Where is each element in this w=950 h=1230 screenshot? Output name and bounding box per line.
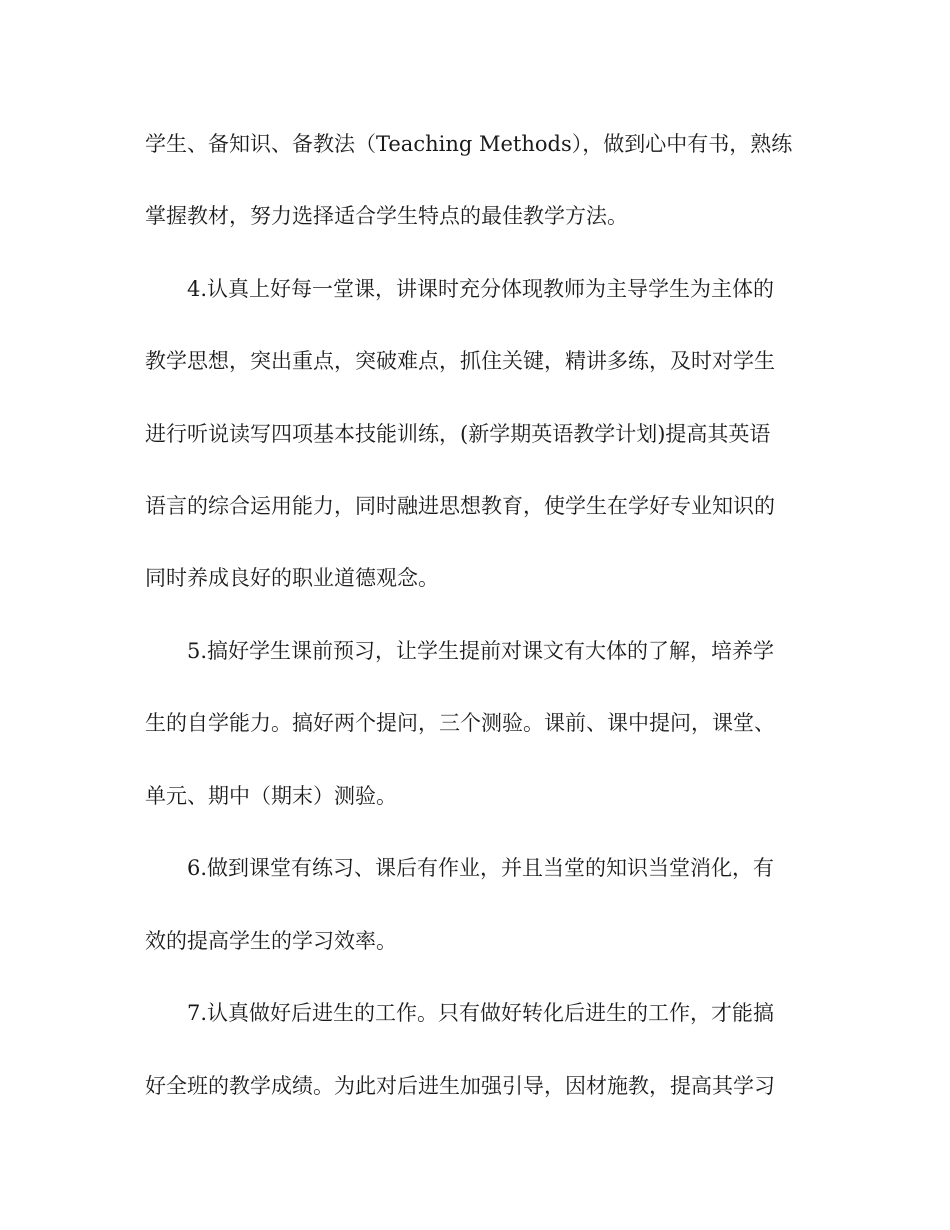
text-line: 学生、备知识、备教法（Teaching Methods），做到心中有书，熟练 [145,132,793,156]
text-line: 效的提高学生的学习效率。 [145,929,397,953]
text-line: 教学思想，突出重点，突破难点，抓住关键，精讲多练，及时对学生 [145,349,775,373]
text-line: 进行听说读写四项基本技能训练，(新学期英语教学计划)提高其英语 [145,422,771,446]
text-line: 生的自学能力。搞好两个提问，三个测验。课前、课中提问，课堂、 [145,711,775,735]
text-line: 单元、期中（期末）测验。 [145,784,397,808]
text-line: 语言的综合运用能力，同时融进思想教育，使学生在学好专业知识的 [145,494,775,518]
paragraph-5-start: 5.搞好学生课前预习，让学生提前对课文有大体的了解，培养学 [187,639,775,663]
text-line: 好全班的教学成绩。为此对后进生加强引导，因材施教，提高其学习 [145,1074,775,1098]
text-line: 掌握教材，努力选择适合学生特点的最佳教学方法。 [145,204,628,228]
paragraph-6-start: 6.做到课堂有练习、课后有作业，并且当堂的知识当堂消化，有 [187,856,775,880]
paragraph-4-start: 4.认真上好每一堂课，讲课时充分体现教师为主导学生为主体的 [187,277,775,301]
text-line: 同时养成良好的职业道德观念。 [145,566,439,590]
paragraph-7-start: 7.认真做好后进生的工作。只有做好转化后进生的工作，才能搞 [187,1001,775,1025]
